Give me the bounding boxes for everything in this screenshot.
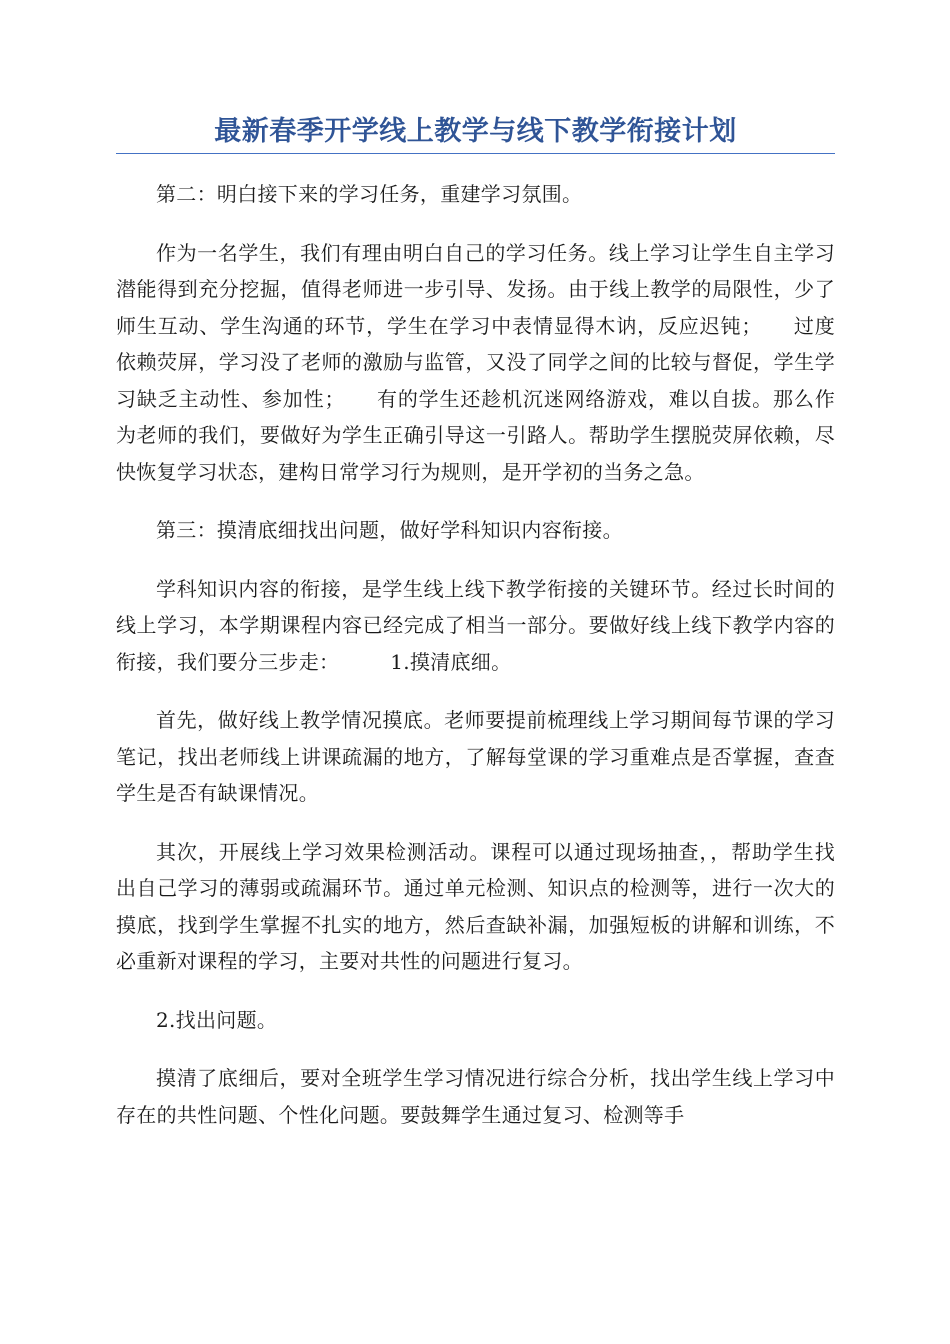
body-paragraph: 首先，做好线上教学情况摸底。老师要提前梳理线上学习期间每节课的学习笔记，找出老师线上讲课疏漏的地方，了解每堂课的学习重难点是否掌握，查查学生是否有缺课情况。 (116, 708, 835, 805)
body-paragraph: 摸清了底细后，要对全班学生学习情况进行综合分析，找出学生线上学习中存在的共性问题、个性化问题。要鼓舞学生通过复习、检测等手 (116, 1066, 835, 1127)
body-paragraph: 学科知识内容的衔接，是学生线上线下教学衔接的关键环节。经过长时间的线上学习，本学期课程内容已经完成了相当一部分。要做好线上线下教学内容的衔接，我们要分三步走： 1.摸清底细。 (116, 576, 835, 674)
document-title: 最新春季开学线上教学与线下教学衔接计划 (214, 116, 737, 147)
sub-heading: 2.找出问题。 (156, 1007, 278, 1032)
title-underline (116, 153, 835, 154)
document-page (116, 112, 835, 1155)
section-heading: 第二：明白接下来的学习任务，重建学习氛围。 (156, 182, 583, 206)
section-heading: 第三：摸清底细找出问题，做好学科知识内容衔接。 (156, 518, 623, 542)
document-body (116, 176, 835, 1133)
body-paragraph: 其次，开展线上学习效果检测活动。课程可以通过现场抽查，，帮助学生找出自己学习的薄弱或疏漏环节。通过单元检测、知识点的检测等，进行一次大的摸底，找到学生掌握不扎实的地方，然后查缺补漏，加强短板的讲解和训练，不必重新对课程的学习，主要对共性的问题进行复习。 (116, 839, 835, 973)
body-paragraph: 作为一名学生，我们有理由明白自己的学习任务。线上学习让学生自主学习潜能得到充分挖掘，值得老师进一步引导、发扬。由于线上教学的局限性，少了师生互动、学生沟通的环节，学生在学习中表情显得木讷，反应迟钝； 过度依赖荧屏，学习没了老师的激励与监管，又没了同学之间的比较与督促，学生学习缺乏主动性、参加性； 有的学生还趁机沉迷网络游戏，难以自拔。那么作为老师的我们，要做好为学生正确引导这一引路人。帮助学生摆脱荧屏依赖，尽快恢复学习状态，建构日常学习行为规则，是开学初的当务之急。 (116, 240, 835, 484)
